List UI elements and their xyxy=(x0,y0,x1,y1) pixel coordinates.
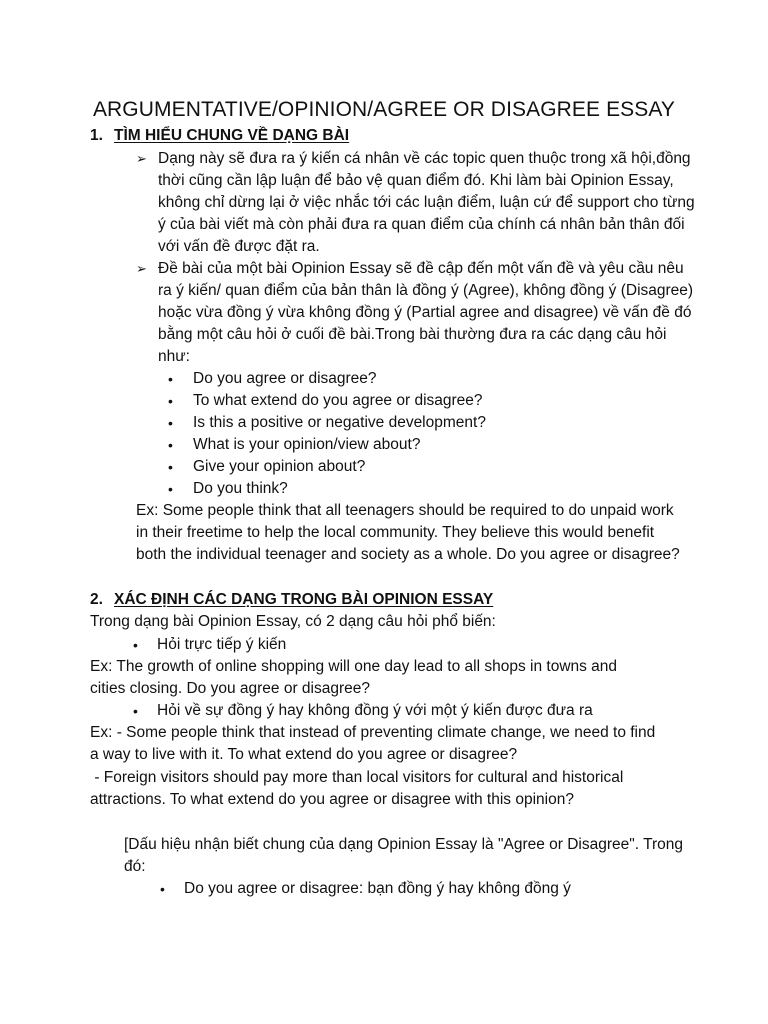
section-2-heading xyxy=(90,589,493,611)
type-list-1 xyxy=(133,634,286,656)
list-item xyxy=(168,434,486,456)
bullet-icon: • xyxy=(168,415,173,431)
page-title: ARGUMENTATIVE/OPINION/AGREE OR DISAGREE ESSAY xyxy=(92,98,676,121)
list-item-text: Do you agree or disagree? xyxy=(193,370,377,387)
section-2-number: 2. xyxy=(90,591,103,608)
list-item xyxy=(168,368,486,390)
bullet-icon: • xyxy=(168,481,173,497)
list-item xyxy=(168,478,486,500)
list-item xyxy=(160,878,571,900)
section-1-point-2-text: Đề bài của một bài Opinion Essay sẽ đề cập đến một vấn đề và yêu cầu nêu ra ý kiến/ quan điểm của bản thân là đồng ý (Agree), không đồng ý (Disagree) hoặc vừa đồng ý vừa không đồng ý (Partial agree and disagree) về vấn đề đó bằng một câu hỏi ở cuối đề bài.Trong bài thường đưa ra các dạng câu hỏi như: xyxy=(158,260,694,365)
section-2-heading-text: XÁC ĐỊNH CÁC DẠNG TRONG BÀI OPINION ESSAY xyxy=(114,591,494,608)
list-item xyxy=(133,700,593,722)
section-2-example-2a: Ex: - Some people think that instead of preventing climate change, we need to find a way to live with it. To what extend do you agree or disagree? xyxy=(90,724,656,763)
note-list xyxy=(160,878,571,900)
list-item-text: Do you agree or disagree: bạn đồng ý hay không đồng ý xyxy=(184,880,571,897)
list-item xyxy=(168,456,486,478)
section-1-point-2 xyxy=(136,258,696,368)
list-item-text: Give your opinion about? xyxy=(193,458,366,475)
question-list xyxy=(168,368,486,500)
bullet-icon: • xyxy=(160,881,165,897)
list-item xyxy=(133,634,286,656)
section-1-example: Ex: Some people think that all teenagers should be required to do unpaid work in their freetime to help the local community. They believe this would benefit both the individual teenager and society as a whole. Do you agree or disagree? xyxy=(136,502,680,563)
bullet-icon: • xyxy=(168,437,173,453)
bullet-icon: • xyxy=(133,703,138,719)
arrow-bullet-icon: ➢ xyxy=(136,261,147,276)
list-item xyxy=(168,412,486,434)
type-list-2 xyxy=(133,700,593,722)
list-item-text: Is this a positive or negative development? xyxy=(193,414,486,431)
section-1-heading-text: TÌM HIỂU CHUNG VỀ DẠNG BÀI xyxy=(114,127,350,144)
bullet-icon: • xyxy=(168,459,173,475)
bullet-icon: • xyxy=(133,637,138,653)
list-item-text: Hỏi về sự đồng ý hay không đồng ý với một ý kiến được đưa ra xyxy=(157,702,593,719)
list-item-text: Hỏi trực tiếp ý kiến xyxy=(157,636,287,653)
section-1-number: 1. xyxy=(90,127,103,144)
list-item-text: What is your opinion/view about? xyxy=(193,436,421,453)
section-2-example-2b: - Foreign visitors should pay more than local visitors for cultural and historical attractions. To what extend do you agree or disagree with this opinion? xyxy=(90,769,628,808)
section-1-heading xyxy=(90,125,349,147)
bullet-icon: • xyxy=(168,371,173,387)
section-2-example-1: Ex: The growth of online shopping will one day lead to all shops in towns and cities closing. Do you agree or disagree? xyxy=(90,658,618,697)
section-2-note: [Dấu hiệu nhận biết chung của dạng Opinion Essay là "Agree or Disagree". Trong đó: xyxy=(124,836,684,875)
list-item-text: To what extend do you agree or disagree? xyxy=(193,392,483,409)
section-1-point-1-text: Dạng này sẽ đưa ra ý kiến cá nhân về các topic quen thuộc trong xã hội,đồng thời cũng cần lập luận để bảo vệ quan điểm đó. Khi làm bài Opinion Essay, không chỉ dừng lại ở việc nhắc tới các luận điểm, luận cứ để support cho từng ý của bài viết mà còn phải đưa ra quan điểm của chính cá nhân bản thân đối với vấn đề được đặt ra. xyxy=(158,150,695,255)
section-2-intro: Trong dạng bài Opinion Essay, có 2 dạng câu hỏi phổ biến: xyxy=(90,613,496,630)
list-item-text: Do you think? xyxy=(193,480,288,497)
arrow-bullet-icon: ➢ xyxy=(136,151,147,166)
bullet-icon: • xyxy=(168,393,173,409)
section-1-point-1 xyxy=(136,148,696,258)
list-item xyxy=(168,390,486,412)
